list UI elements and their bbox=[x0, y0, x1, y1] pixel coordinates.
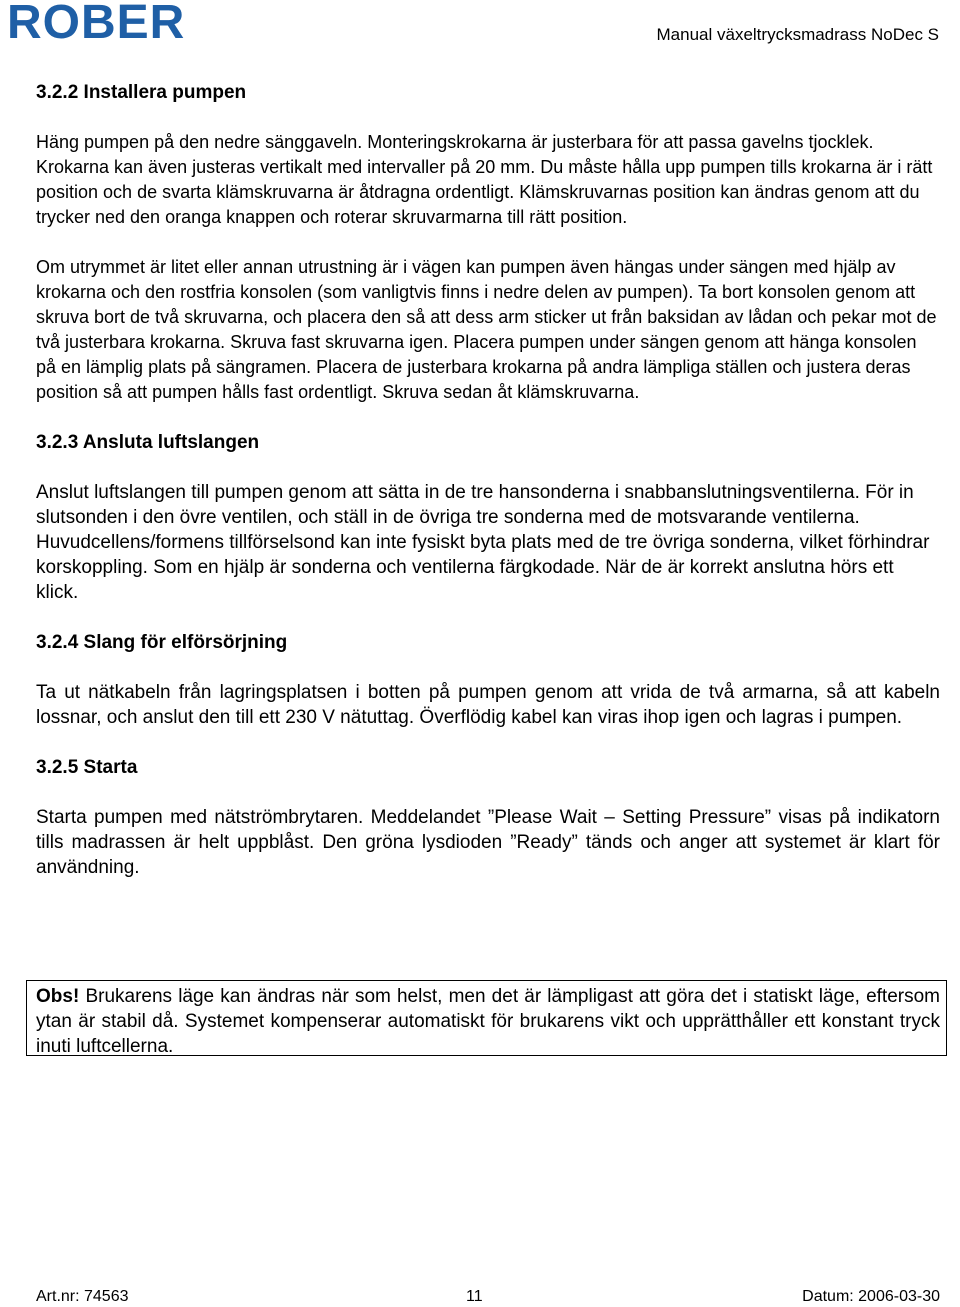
section-heading-3-2-2: 3.2.2 Installera pumpen bbox=[36, 82, 247, 103]
note-body: Brukarens läge kan ändras när som helst, men det är lämpligast att göra det i statiskt läge, eftersom ytan är stabil då. Systemet kompenserar automatiskt för brukarens vikt och upprätthåller ett konstant tryck inuti luftcellerna. bbox=[36, 986, 940, 1057]
document-title: Manual växeltrycksmadrass NoDec S bbox=[656, 25, 939, 44]
section-3-2-4-paragraph: Ta ut nätkabeln från lagringsplatsen i botten på pumpen genom att vrida de två armarna, så att kabeln lossnar, och anslut den till ett 230 V nätuttag. Överflödig kabel kan viras ihop igen och lagras i pumpen. bbox=[36, 682, 940, 728]
section-heading-3-2-5: 3.2.5 Starta bbox=[36, 757, 138, 778]
section-3-2-5-paragraph: Starta pumpen med nätströmbrytaren. Meddelandet ”Please Wait – Setting Pressure” visas på indikatorn tills madrassen är helt uppblåst. Den gröna lysdioden ”Ready” tänds och anger att systemet är klart för användning. bbox=[36, 807, 940, 878]
rober-logo: ROBER bbox=[7, 0, 186, 49]
note-box bbox=[26, 980, 947, 1056]
document-body bbox=[36, 80, 940, 905]
section-heading-3-2-3: 3.2.3 Ansluta luftslangen bbox=[36, 432, 260, 453]
note-text bbox=[36, 984, 940, 1059]
note-label: Obs! bbox=[36, 986, 80, 1007]
section-heading-3-2-4: 3.2.4 Slang för elförsörjning bbox=[36, 632, 288, 653]
article-number: Art.nr: 74563 bbox=[36, 1288, 129, 1305]
document-date: Datum: 2006-03-30 bbox=[802, 1288, 940, 1305]
section-3-2-3-paragraph: Anslut luftslangen till pumpen genom att sätta in de tre hansonderna i snabbanslutningsventilerna. För in slutsonden i den övre ventilen, och ställ in de övriga tre sonderna med de motsvarande ventilerna. Huvudcellens/formens tillförselsond kan inte fysiskt byta plats med de tre övriga sonderna, vilket förhindrar korskoppling. Som en hjälp är sonderna och ventilerna färgkodade. När de är korrekt anslutna hörs ett klick. bbox=[36, 482, 930, 603]
section-3-2-2-paragraph-2: Om utrymmet är litet eller annan utrustning är i vägen kan pumpen även hängas under sängen med hjälp av krokarna och den rostfria konsolen (som vanligtvis finns i nedre delen av pumpen). Ta bort konsolen genom att skruva bort de två skruvarna, och placera den så att dess arm sticker ut från baksidan av lådan och pekar mot de två justerbara krokarna. Skruva fast skruvarna igen. Placera pumpen under sängen genom att hänga konsolen på en lämplig plats på sängramen. Placera de justerbara krokarna på andra lämpliga ställen och justera deras position så att pumpen hålls fast ordentligt. Skruva sedan åt klämskruvarna. bbox=[36, 257, 937, 402]
section-3-2-2-paragraph-1: Häng pumpen på den nedre sänggaveln. Monteringskrokarna är justerbara för att passa gavelns tjocklek. Krokarna kan även justeras vertikalt med intervaller på 20 mm. Du måste hålla upp pumpen tills krokarna är i rätt position och de svarta klämskruvarna är åtdragna ordentligt. Klämskruvarnas position kan ändras genom att du trycker ned den oranga knappen och roterar skruvarmarna till rätt position. bbox=[36, 132, 933, 227]
page-number: 11 bbox=[466, 1288, 483, 1305]
